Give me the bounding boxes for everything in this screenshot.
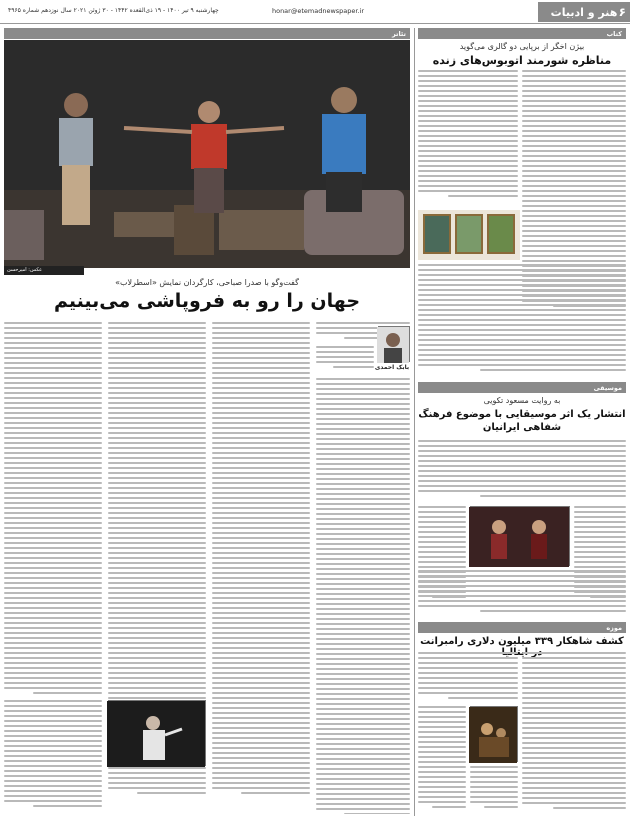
site-email: honar@etemadnewspaper.ir (271, 7, 365, 15)
author-photo (378, 326, 410, 362)
museum-col2-top (418, 652, 518, 704)
gallery-paintings (418, 210, 520, 260)
music-tail (418, 570, 626, 616)
page-number: ۶ (618, 5, 626, 19)
section-name: هنر و ادبیات (550, 5, 618, 19)
theater-inset-photo (108, 700, 206, 766)
museum-headline: کشف شاهکار ۳۳۹ میلیون دلاری رامبرانت (420, 636, 624, 647)
museum-col1-body (522, 652, 626, 814)
theater-kicker: گفت‌وگو با صدرا صباحی، کارگردان نمایش «اسطرلاب» (115, 278, 299, 287)
music-kicker: به روایت مسعود تکویی (483, 396, 561, 405)
theater-headline: جهان را رو به فروپاشی می‌بینیم (53, 290, 361, 312)
book-section-label: کتاب (418, 28, 626, 39)
music-intro (418, 440, 626, 500)
rembrandt-painting (470, 706, 518, 762)
music-section-label: موسیقی (418, 382, 626, 393)
theater-section-label: تئاتر (4, 28, 410, 39)
painting-1 (487, 214, 515, 254)
music-headline: انتشار یک اثر موسیقایی با موضوع فرهنگ شفاهی ایرانیان (418, 409, 626, 433)
museum-col2-body (418, 706, 466, 814)
section-tag (538, 2, 630, 22)
dateline: چهارشنبه ۹ تیر ۱۴۰۰ - ۱۹ ذی‌القعده ۱۴۴۲ - ۳۰ ژوئن ۲۰۲۱ سال نوزدهم شماره ۴۹۶۵ (8, 7, 219, 14)
theater-col4-body (4, 322, 102, 698)
photo-credit: عکس: امیرحسن (4, 266, 84, 275)
exhibition-col2-body (418, 70, 518, 200)
exhibition-tail (418, 264, 626, 376)
exhibition-kicker: بیژن اخگر از برپایی دو گالری می‌گوید (459, 42, 585, 51)
stage-photo (4, 40, 410, 268)
column-divider (414, 28, 415, 816)
author-name: بابک احمدی (374, 364, 410, 371)
museum-col2-tail (470, 766, 518, 814)
painting-3 (423, 214, 451, 254)
theater-col4-tail (4, 700, 102, 814)
music-photo (470, 506, 570, 566)
theater-col2-body (212, 322, 310, 814)
theater-col1-intro (316, 346, 374, 376)
exhibition-headline: مناظره شورمند اتوبوس‌های زنده (432, 54, 612, 67)
museum-section-label: موزه (418, 622, 626, 633)
theater-col1-body (316, 378, 410, 814)
painting-2 (455, 214, 483, 254)
